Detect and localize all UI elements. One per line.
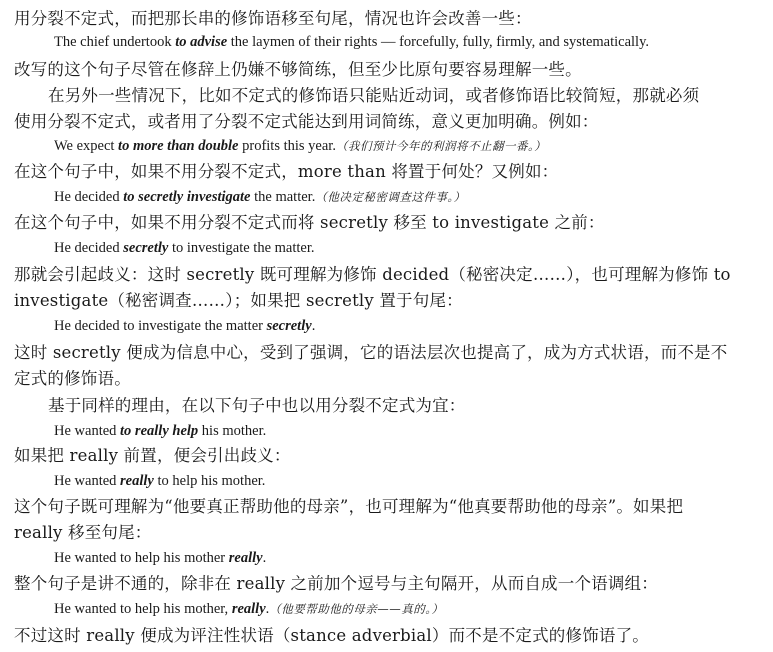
example-text: the matter.: [250, 189, 316, 205]
example-text: .: [265, 601, 270, 617]
translation-note: （他要帮助他的母亲——真的。）: [269, 602, 444, 616]
paragraph-line: investigate（秘密调查……）；如果把 secretly 置于句尾：: [14, 291, 463, 310]
example-sentence: [54, 319, 315, 334]
translation-note: （我们预计今年的利润将不止翻一番。）: [335, 139, 547, 153]
example-highlight: really: [120, 473, 154, 489]
paragraph-line: 使用分裂不定式，或者用了分裂不定式能达到用词简练，意义更加明确。例如：: [14, 112, 599, 131]
paragraph-line: 整个句子是讲不通的，除非在 really 之前加个逗号与主句隔开，从而自成一个语调组：: [14, 574, 658, 593]
paragraph-line: 如果把 really 前置，便会引出歧义：: [14, 446, 291, 465]
paragraph-line: 在另外一些情况下，比如不定式的修饰语只能贴近动词，或者修饰语比较简短，那就必须: [48, 86, 700, 105]
example-text: The chief undertook: [54, 34, 176, 50]
example-text: He decided to investigate the matter: [54, 318, 267, 334]
paragraph-line: 在这个句子中，如果不用分裂不定式，more than 将置于何处？又例如：: [14, 162, 559, 181]
example-sentence: [54, 474, 265, 489]
example-sentence: [54, 35, 649, 50]
example-sentence: [54, 139, 546, 154]
paragraph-line: 那就会引起歧义：这时 secretly 既可理解为修饰 decided（秘密决定……），也可理解为修饰 to: [14, 265, 731, 284]
example-text: We expect: [54, 138, 119, 154]
translation-note: （他决定秘密调查这件事。）: [315, 190, 466, 204]
example-sentence: [54, 241, 315, 256]
example-highlight: secretly: [266, 318, 312, 334]
example-text: to investigate the matter.: [168, 240, 315, 256]
paragraph-line: 定式的修饰语。: [14, 369, 131, 388]
example-text: He decided: [54, 189, 124, 205]
example-sentence: [54, 551, 266, 566]
paragraph-line: really 移至句尾：: [14, 523, 152, 542]
example-highlight: secretly: [123, 240, 169, 256]
paragraph-line: 不过这时 really 便成为评注性状语（stance adverbial）而不是不定式的修饰语了。: [14, 626, 649, 645]
example-text: .: [262, 550, 267, 566]
example-text: .: [311, 318, 316, 334]
example-text: He wanted to help his mother,: [54, 601, 232, 617]
example-text: He wanted: [54, 423, 121, 439]
example-text: the laymen of their rights — forcefully, fully, firmly, and systematically.: [227, 34, 650, 50]
example-text: He wanted to help his mother: [54, 550, 229, 566]
example-highlight: really: [231, 601, 266, 617]
example-sentence: [54, 190, 466, 205]
paragraph-line: 这时 secretly 便成为信息中心，受到了强调，它的语法层次也提高了，成为方式状语，而不是不: [14, 343, 728, 362]
paragraph-line: 在这个句子中，如果不用分裂不定式而将 secretly 移至 to investigate 之前：: [14, 213, 605, 232]
paragraph-line: 用分裂不定式，而把那长串的修饰语移至句尾，情况也许会改善一些：: [14, 9, 532, 28]
example-highlight: to more than double: [118, 138, 239, 154]
example-sentence: [54, 602, 444, 617]
example-highlight: to advise: [175, 34, 228, 50]
example-highlight: really: [228, 550, 263, 566]
example-text: profits this year.: [238, 138, 336, 154]
example-sentence: [54, 424, 266, 439]
example-text: his mother.: [198, 423, 267, 439]
example-text: He wanted: [54, 473, 121, 489]
paragraph-line: 基于同样的理由，在以下句子中也以用分裂不定式为宜：: [48, 396, 466, 415]
paragraph-line: 这个句子既可理解为“他要真正帮助他的母亲”，也可理解为“他真要帮助他的母亲”。如果把: [14, 497, 684, 516]
example-highlight: to really help: [120, 423, 199, 439]
example-text: He decided: [54, 240, 124, 256]
example-text: to help his mother.: [153, 473, 266, 489]
paragraph-line: 改写的这个句子尽管在修辞上仍嫌不够简练，但至少比原句要容易理解一些。: [14, 60, 582, 79]
example-highlight: to secretly investigate: [123, 189, 251, 205]
